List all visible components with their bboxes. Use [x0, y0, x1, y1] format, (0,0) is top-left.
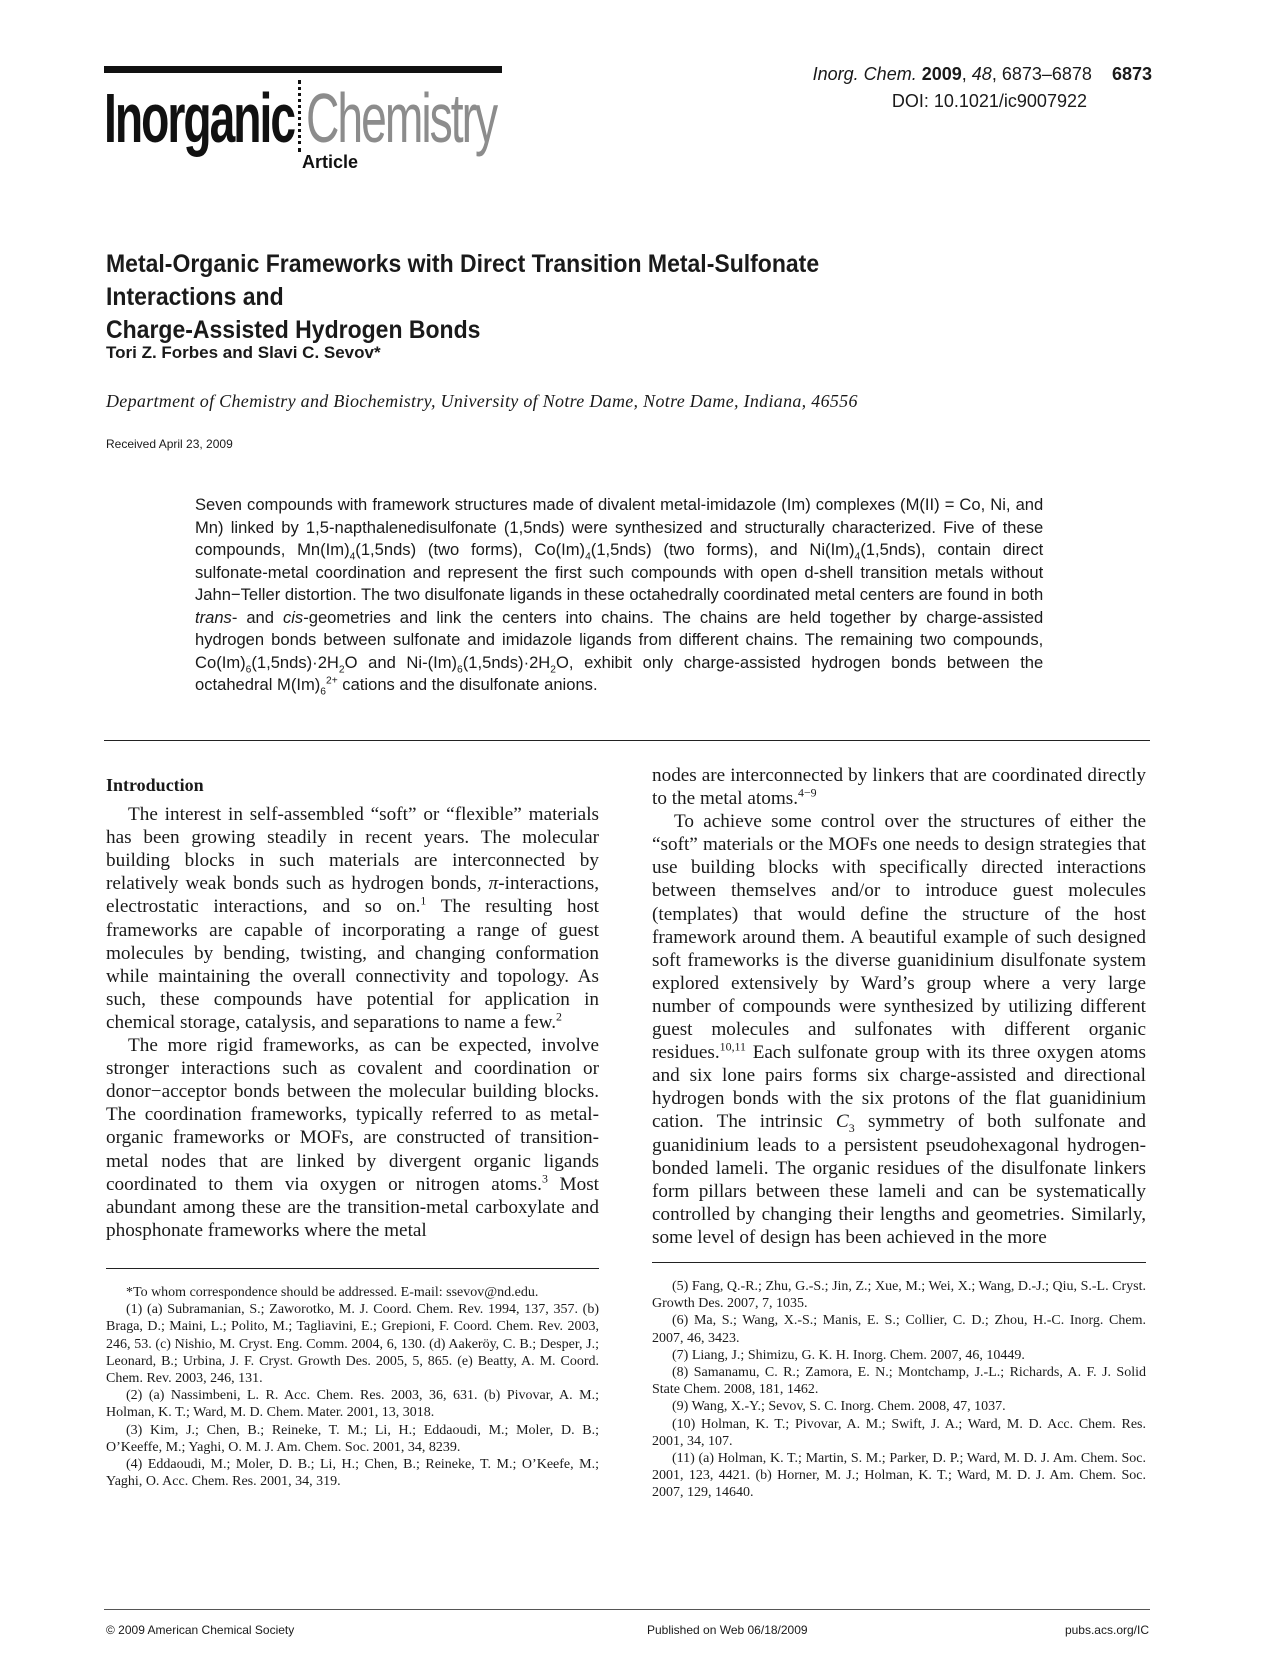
doi: DOI: 10.1021/ic9007922: [891, 91, 1087, 111]
footnote: (9) Wang, X.-Y.; Sevov, S. C. Inorg. Chem. 2008, 47, 1037.: [672, 1399, 1006, 1415]
citation-ref: 1: [420, 894, 427, 909]
publication-date: Published on Web 06/18/2009: [647, 1623, 808, 1637]
footnote-divider: [106, 1268, 599, 1269]
abstract-text: -geometries and link the centers into chains. The chains are held together by charge-assisted hydrogen bonds between sulfonate and imidazole ligands from different chains. The remaining two compounds, Co(Im): [195, 607, 1044, 672]
superscript: 2+: [325, 674, 338, 687]
journal-citation: Inorg. Chem. 2009, 48, 6873–6878 6873: [812, 64, 1152, 84]
abstract-text: O and Ni-(Im): [344, 652, 458, 672]
journal-logo-inorganic: Inorganic: [104, 79, 295, 157]
journal-logo-chemistry: Chemistry: [306, 79, 497, 157]
journal-pages: 6873–6878: [1001, 64, 1092, 84]
journal-year: 2009: [921, 64, 962, 84]
paragraph: [652, 810, 1146, 1249]
subscript: 2: [550, 662, 556, 675]
paragraph-text: Each sulfonate group with its three oxygen atoms and six lone pairs forms six charge-assisted and directional hydrogen bonds with the six protons of the flat guanidinium cation. The intrinsic: [652, 1042, 1146, 1133]
abstract: [195, 494, 1043, 697]
paragraph-text: To achieve some control over the structures of either the “soft” materials or the MOFs one needs to design strategies that use building blocks with specifically directed interactions between themselves and/or to introduce guest molecules (templates) that would define the structure of the host framework around them. A beautiful example of such designed soft frameworks is the diverse guanidinium disulfonate system explored extensively by Ward’s group where a very large number of compounds were synthesized by utilizing different guest molecules and sulfonates with different organic residues.: [652, 811, 1146, 1064]
footnote-divider: [652, 1262, 1146, 1263]
paragraph-text: -interactions, electrostatic interactions, and so on.: [106, 873, 599, 918]
paragraph: [106, 1034, 599, 1242]
journal-url[interactable]: pubs.acs.org/IC: [1064, 1623, 1149, 1637]
footnote: (5) Fang, Q.-R.; Zhu, G.-S.; Jin, Z.; Xue, M.; Wei, X.; Wang, D.-J.; Qiu, S.-L. Cryst. Growth Des. 2007, 7, 1035.: [652, 1279, 1146, 1312]
footnote: (4) Eddaoudi, M.; Moler, D. B.; Li, H.; Chen, B.; Reineke, T. M.; O’Keefe, M.; Yaghi, O. Acc. Chem. Res. 2001, 34, 319.: [106, 1457, 599, 1490]
section-heading: Introduction: [106, 775, 204, 795]
section-divider: [104, 740, 1150, 741]
paragraph-text: nodes are interconnected by linkers that are coordinated directly to the metal atoms.: [652, 765, 1146, 810]
footnote: (10) Holman, K. T.; Pivovar, A. M.; Swift, J. A.; Ward, M. D. Acc. Chem. Res. 2001, 34, 107.: [652, 1416, 1146, 1449]
footnote: (11) (a) Holman, K. T.; Martin, S. M.; Parker, D. P.; Ward, M. D. J. Am. Chem. Soc. 2001, 123, 4421. (b) Horner, M. J.; Holman, K. T.; Ward, M. D. J. Am. Chem. Soc. 2007, 129, 14640.: [652, 1451, 1146, 1501]
abstract-text: cations and the disulfonate anions.: [337, 675, 598, 694]
paragraph-text: Most abundant among these are the transition-metal carboxylate and phosphonate frameworks where the metal: [106, 1173, 599, 1241]
subscript: 6: [320, 685, 326, 698]
journal-volume: 48: [971, 64, 992, 84]
logo-article-label: Article: [302, 152, 359, 172]
copyright: © 2009 American Chemical Society: [106, 1623, 295, 1637]
citation-ref: 10,11: [719, 1039, 746, 1054]
footnote: (8) Samanamu, C. R.; Zamora, E. N.; Montchamp, J.-L.; Richards, A. F. J. Solid State Chem. 2008, 181, 1462.: [652, 1365, 1146, 1398]
affiliation: Department of Chemistry and Biochemistry, University of Notre Dame, Notre Dame, Indiana, 46556: [106, 391, 858, 411]
abstract-text: (1,5nds) (two forms), Co(Im): [355, 540, 586, 559]
abstract-text: O, exhibit only charge-assisted hydrogen bonds between the octahedral M(Im): [195, 652, 1044, 694]
subscript: 3: [848, 1121, 855, 1136]
paragraph: [652, 764, 1146, 810]
body-column-right: [652, 764, 1146, 1249]
subscript: 6: [245, 662, 252, 675]
title-line-2: Charge-Assisted Hydrogen Bonds: [106, 316, 481, 344]
abstract-text: (1,5nds) (two forms), and Ni(Im): [590, 540, 855, 559]
citation-ref: 4−9: [798, 785, 817, 800]
paragraph-text: The resulting host frameworks are capable of incorporating a range of guest molecules by bending, twisting, and changing conformation while maintaining the overall connectivity and topology. As such, these compounds have potential for application in chemical storage, catalysis, and separations to name a few.: [106, 896, 599, 1033]
citation-ref: 2: [556, 1009, 562, 1024]
body-column-left: [106, 774, 599, 1242]
footnote: (1) (a) Subramanian, S.; Zaworotko, M. J. Coord. Chem. Rev. 1994, 137, 357. (b) Braga, D.; Maini, L.; Polito, M.; Tagliavini, E.; Grepioni, F. Coord. Chem. Rev. 2003, 246, 53. (c) Nishio, M. Cryst. Eng. Comm. 2004, 6, 130. (d) Aakeröy, C. B.; Desper, J.; Leonard, B.; Urbina, J. F. Cryst. Growth Des. 2005, 5, 865. (e) Beatty, A. M. Coord. Chem. Rev. 2003, 246, 131.: [106, 1302, 599, 1387]
logo-separator: [298, 80, 305, 152]
footer-divider: [104, 1609, 1150, 1610]
footnote: (7) Liang, J.; Shimizu, G. K. H. Inorg. Chem. 2007, 46, 10449.: [672, 1347, 1025, 1363]
footnote: *To whom correspondence should be addressed. E-mail: ssevov@nd.edu.: [126, 1285, 539, 1300]
abstract-italic: trans: [195, 607, 232, 627]
paragraph-text: symmetry of both sulfonate and guanidinium leads to a persistent pseudohexagonal hydrogen-bonded lameli. The organic residues of the disulfonate linkers form pillars between these lameli and can be systematically controlled by changing their lengths and geometries. Similarly, some level of design has been achieved in the more: [652, 1111, 1147, 1248]
subscript: 6: [457, 662, 463, 675]
received-date: Received April 23, 2009: [106, 437, 233, 451]
journal-name: Inorg. Chem.: [812, 64, 917, 84]
abstract-text: (1,5nds), contain direct sulfonate-metal coordination and represent the first such compounds with open d-shell transition metals without Jahn−Teller distortion. The two disulfonate ligands in these octahedrally coordinated metal centers are found in both: [195, 540, 1044, 604]
article-title: [106, 248, 934, 347]
footnotes-left: [106, 1284, 599, 1490]
greek-symbol: π: [488, 873, 499, 895]
subscript: 4: [585, 550, 591, 563]
subscript: 2: [338, 662, 345, 675]
abstract-text: (1,5nds)·2H: [251, 652, 339, 672]
footnotes-right: [652, 1278, 1146, 1502]
subscript: 4: [854, 550, 861, 563]
page-number: 6873: [1111, 64, 1152, 84]
paragraph: [106, 803, 599, 1034]
subscript: 4: [349, 550, 356, 563]
footnote: (2) (a) Nassimbeni, L. R. Acc. Chem. Res. 2003, 36, 631. (b) Pivovar, A. M.; Holman, K. T.; Ward, M. D. Chem. Mater. 2001, 13, 3018.: [106, 1388, 599, 1421]
paragraph-text: The interest in self-assembled “soft” or “flexible” materials has been growing steadily in recent years. The molecular building blocks in such materials are interconnected by relatively weak bonds such as hydrogen bonds,: [106, 804, 599, 895]
footnote: (6) Ma, S.; Wang, X.-S.; Manis, E. S.; Collier, C. D.; Zhou, H.-C. Inorg. Chem. 2007, 46, 3423.: [652, 1313, 1146, 1346]
abstract-italic: cis: [282, 607, 304, 627]
authors: Tori Z. Forbes and Slavi C. Sevov*: [106, 343, 381, 362]
abstract-text: - and: [231, 607, 283, 627]
citation-ref: 3: [541, 1171, 548, 1186]
paragraph-text: The more rigid frameworks, as can be expected, involve stronger interactions such as covalent and coordination or donor−acceptor bonds between the molecular building blocks. The coordination frameworks, typically referred to as metal-organic frameworks or MOFs, are constructed of transition-metal nodes that are linked by divergent organic ligands coordinated to them via oxygen or nitrogen atoms.: [106, 1035, 599, 1195]
symmetry-symbol: C: [835, 1111, 849, 1133]
title-line-1: Metal-Organic Frameworks with Direct Transition Metal-Sulfonate Interactions and: [106, 250, 820, 311]
abstract-text: (1,5nds)·2H: [462, 652, 551, 672]
footnote: (3) Kim, J.; Chen, B.; Reineke, T. M.; Li, H.; Eddaoudi, M.; Moler, D. B.; O’Keeffe, M.; Yaghi, O. M. J. Am. Chem. Soc. 2001, 34, 8239.: [106, 1422, 599, 1455]
abstract-text: Seven compounds with framework structures made of divalent metal-imidazole (Im) complexes (M(II) = Co, Ni, and Mn) linked by 1,5-napthalenedisulfonate (1,5nds) were synthesized and structurally characterized. Five of these compounds, Mn(Im): [195, 495, 1044, 559]
